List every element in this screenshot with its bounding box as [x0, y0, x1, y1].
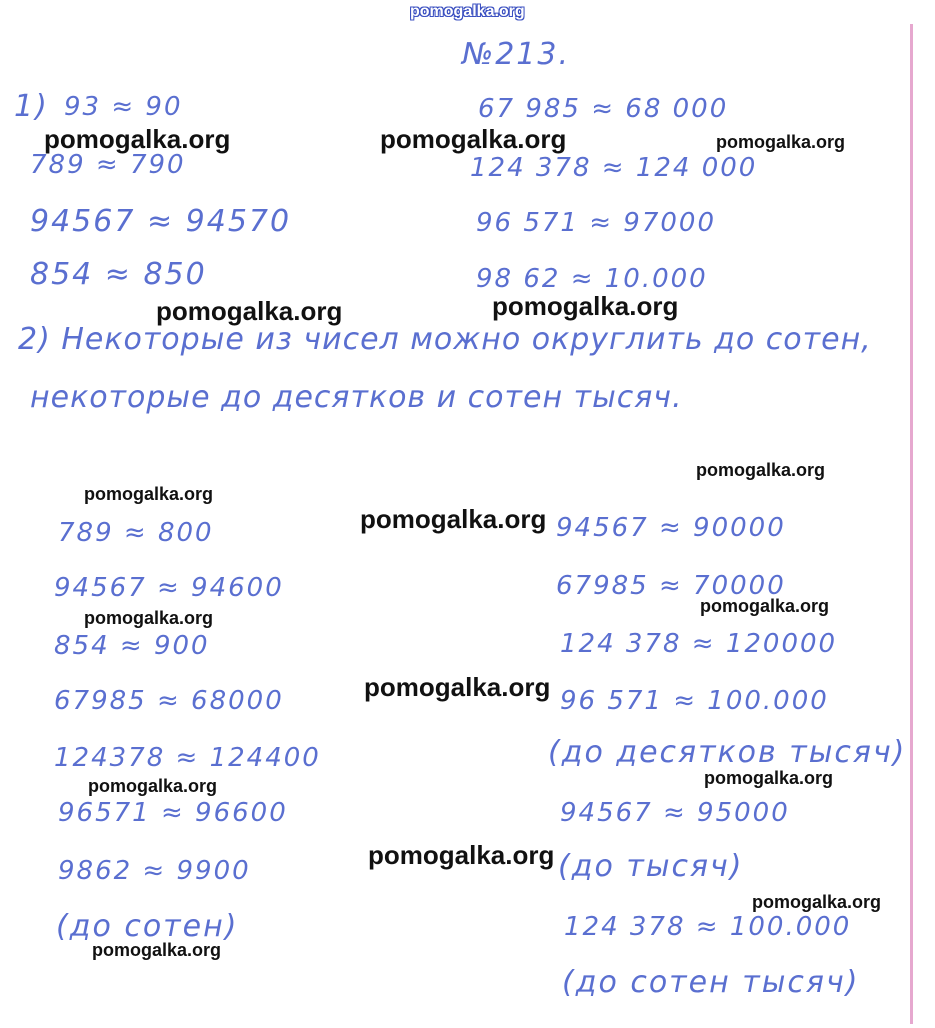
- part1-left-row: 789 ≈ 790: [30, 150, 186, 180]
- tens-thousands-note: (до десятков тысяч): [548, 735, 907, 770]
- hundreds-row: 96571 ≈ 96600: [58, 798, 288, 828]
- watermark: pomogalka.org: [156, 296, 343, 326]
- watermark: pomogalka.org: [380, 124, 567, 154]
- watermark: pomogalka.org: [44, 124, 231, 154]
- part2-line: 2) Некоторые из чисел можно округлить до сотен,: [18, 322, 872, 357]
- watermark: pomogalka.org: [696, 460, 826, 480]
- thousands-row: 94567 ≈ 95000: [560, 798, 790, 828]
- right-row: 67985 ≈ 70000: [556, 571, 786, 601]
- hundreds-row: 124378 ≈ 124400: [54, 743, 321, 773]
- right-row: 124 378 ≈ 120000: [560, 629, 838, 659]
- part1-label: 1): [14, 89, 49, 124]
- hundreds-row: 789 ≈ 800: [58, 518, 214, 548]
- watermark: pomogalka.org: [716, 132, 846, 152]
- watermark: pomogalka.org: [752, 892, 882, 912]
- part1-left-row: 93 ≈ 90: [64, 92, 183, 122]
- watermark: pomogalka.org: [700, 596, 830, 616]
- part2-line: некоторые до десятков и сотен тысяч.: [30, 380, 683, 415]
- right-row: 96 571 ≈ 100.000: [560, 686, 829, 716]
- hundreds-row: 9862 ≈ 9900: [58, 856, 251, 886]
- hundred-thousands-note: (до сотен тысяч): [562, 965, 860, 1000]
- watermark-top: pomogalka.org: [410, 3, 525, 20]
- part1-left-row: 854 ≈ 850: [30, 257, 207, 292]
- hundreds-row: 854 ≈ 900: [54, 631, 210, 661]
- watermark: pomogalka.org: [704, 768, 834, 788]
- hundreds-note: (до сотен): [56, 909, 239, 944]
- hundreds-row: 67985 ≈ 68000: [54, 686, 284, 716]
- watermark: pomogalka.org: [84, 608, 214, 628]
- watermark: pomogalka.org: [360, 504, 547, 534]
- part1-left-row: 94567 ≈ 94570: [30, 204, 292, 239]
- thousands-note: (до тысяч): [558, 849, 744, 884]
- part1-right-row: 96 571 ≈ 97000: [476, 208, 716, 238]
- part1-right-row: 124 378 ≈ 124 000: [470, 153, 758, 183]
- watermark: pomogalka.org: [92, 940, 222, 960]
- watermark: pomogalka.org: [364, 672, 551, 702]
- watermark: pomogalka.org: [88, 776, 218, 796]
- hundreds-row: 94567 ≈ 94600: [54, 573, 284, 603]
- page-margin-line: [910, 24, 913, 1024]
- part1-right-row: 67 985 ≈ 68 000: [478, 94, 729, 124]
- watermark: pomogalka.org: [84, 484, 214, 504]
- task-number: №213.: [462, 37, 570, 72]
- watermark: pomogalka.org: [492, 291, 679, 321]
- watermark: pomogalka.org: [368, 840, 555, 870]
- right-row: 94567 ≈ 90000: [556, 513, 786, 543]
- part1-right-row: 98 62 ≈ 10.000: [476, 264, 708, 294]
- hundred-thousands-row: 124 378 ≈ 100.000: [564, 912, 852, 942]
